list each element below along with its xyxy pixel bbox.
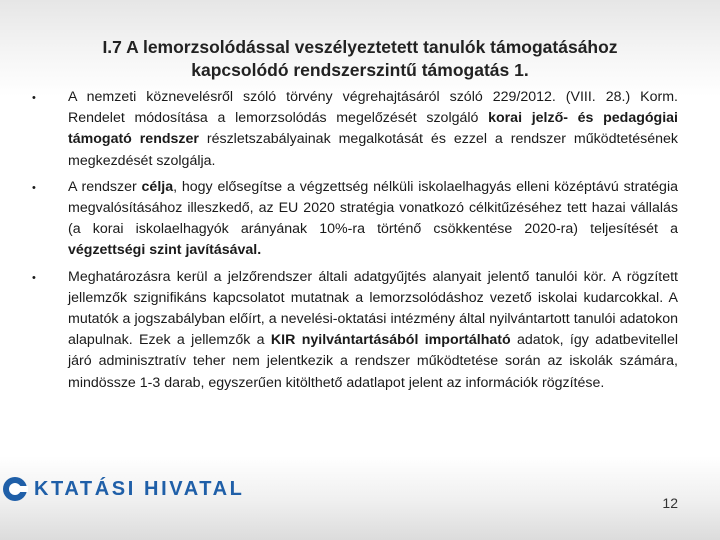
bullet-list bbox=[28, 87, 678, 399]
slide-title bbox=[30, 36, 690, 82]
bullet-marker: • bbox=[32, 271, 36, 284]
bullet-text-part: , hogy elősegítse a végzettség nélküli iskolaelhagyás elleni középtávú stratégia megvalósításához illeszkedő, az EU 2020 stratégia vonatkozó célkitűzéséhez tett hazai vállalás (a korai iskolaelhagyók arányának 10%-ra történő csökkentése 2020-ra) teljesítését a bbox=[68, 178, 678, 238]
bullet-text-part: A rendszer bbox=[68, 178, 142, 195]
bullet-text-part: Meghatározásra kerül a jelzőrendszer általi adatgyűjtés alanyait jelentő tanulói kör. A rögzített jellemzők szignifikáns kapcsolatot mutatnak a lemorzsolódáshoz vezető iskolai kudarcokkal. A mutatók a jogszabályban előírt, a nevelési-oktatási intézmény által nyilvántartott tanulói adatokon alapulnak. Ezek a jellemzők a bbox=[68, 268, 678, 349]
title-line-1: I.7 A lemorzsolódással veszélyeztetett tanulók támogatásához bbox=[102, 37, 618, 57]
bullet-text bbox=[68, 267, 678, 394]
bullet-emphasis: korai jelző- és pedagógiai támogató rendszer bbox=[68, 110, 678, 148]
logo-text: KTATÁSI HIVATAL bbox=[34, 478, 245, 500]
bullet-text bbox=[68, 177, 678, 262]
bullet-marker: • bbox=[32, 92, 36, 104]
page-number: 12 bbox=[662, 495, 678, 511]
bullet-text-part: adatok, így adatbevitellel járó adminisztratív teher nem jelentkezik a rendszer működtetése során az iskolák számára, mindössze 1-3 darab, egyszerűen kitölthető adatlapot jelent az információk rögzítése. bbox=[68, 332, 678, 391]
bullet-item bbox=[28, 267, 678, 394]
bullet-item bbox=[28, 87, 678, 172]
title-line-2: kapcsolódó rendszerszintű támogatás 1. bbox=[191, 60, 529, 80]
bullet-marker: • bbox=[32, 181, 36, 194]
bullet-item bbox=[28, 177, 678, 262]
bullet-emphasis: KIR nyilvántartásából importálható bbox=[270, 332, 511, 349]
oktatasi-hivatal-logo bbox=[2, 476, 244, 502]
bullet-text-part: A nemzeti köznevelésről szóló törvény végrehajtásáról szóló 229/2012. (VIII. 28.) Korm. Rendelet módosítása a lemorzsolódás megelőzését szolgáló bbox=[68, 89, 678, 127]
bullet-emphasis: célja bbox=[141, 178, 174, 195]
bullet-text bbox=[68, 87, 678, 172]
logo-mark-icon bbox=[2, 476, 28, 502]
bullet-emphasis: végzettségi szint javításával. bbox=[68, 242, 262, 259]
bullet-text-part: részletszabályainak megalkotását és ezzel a rendszer működtetésének megkezdését szolgálja. bbox=[68, 131, 678, 169]
